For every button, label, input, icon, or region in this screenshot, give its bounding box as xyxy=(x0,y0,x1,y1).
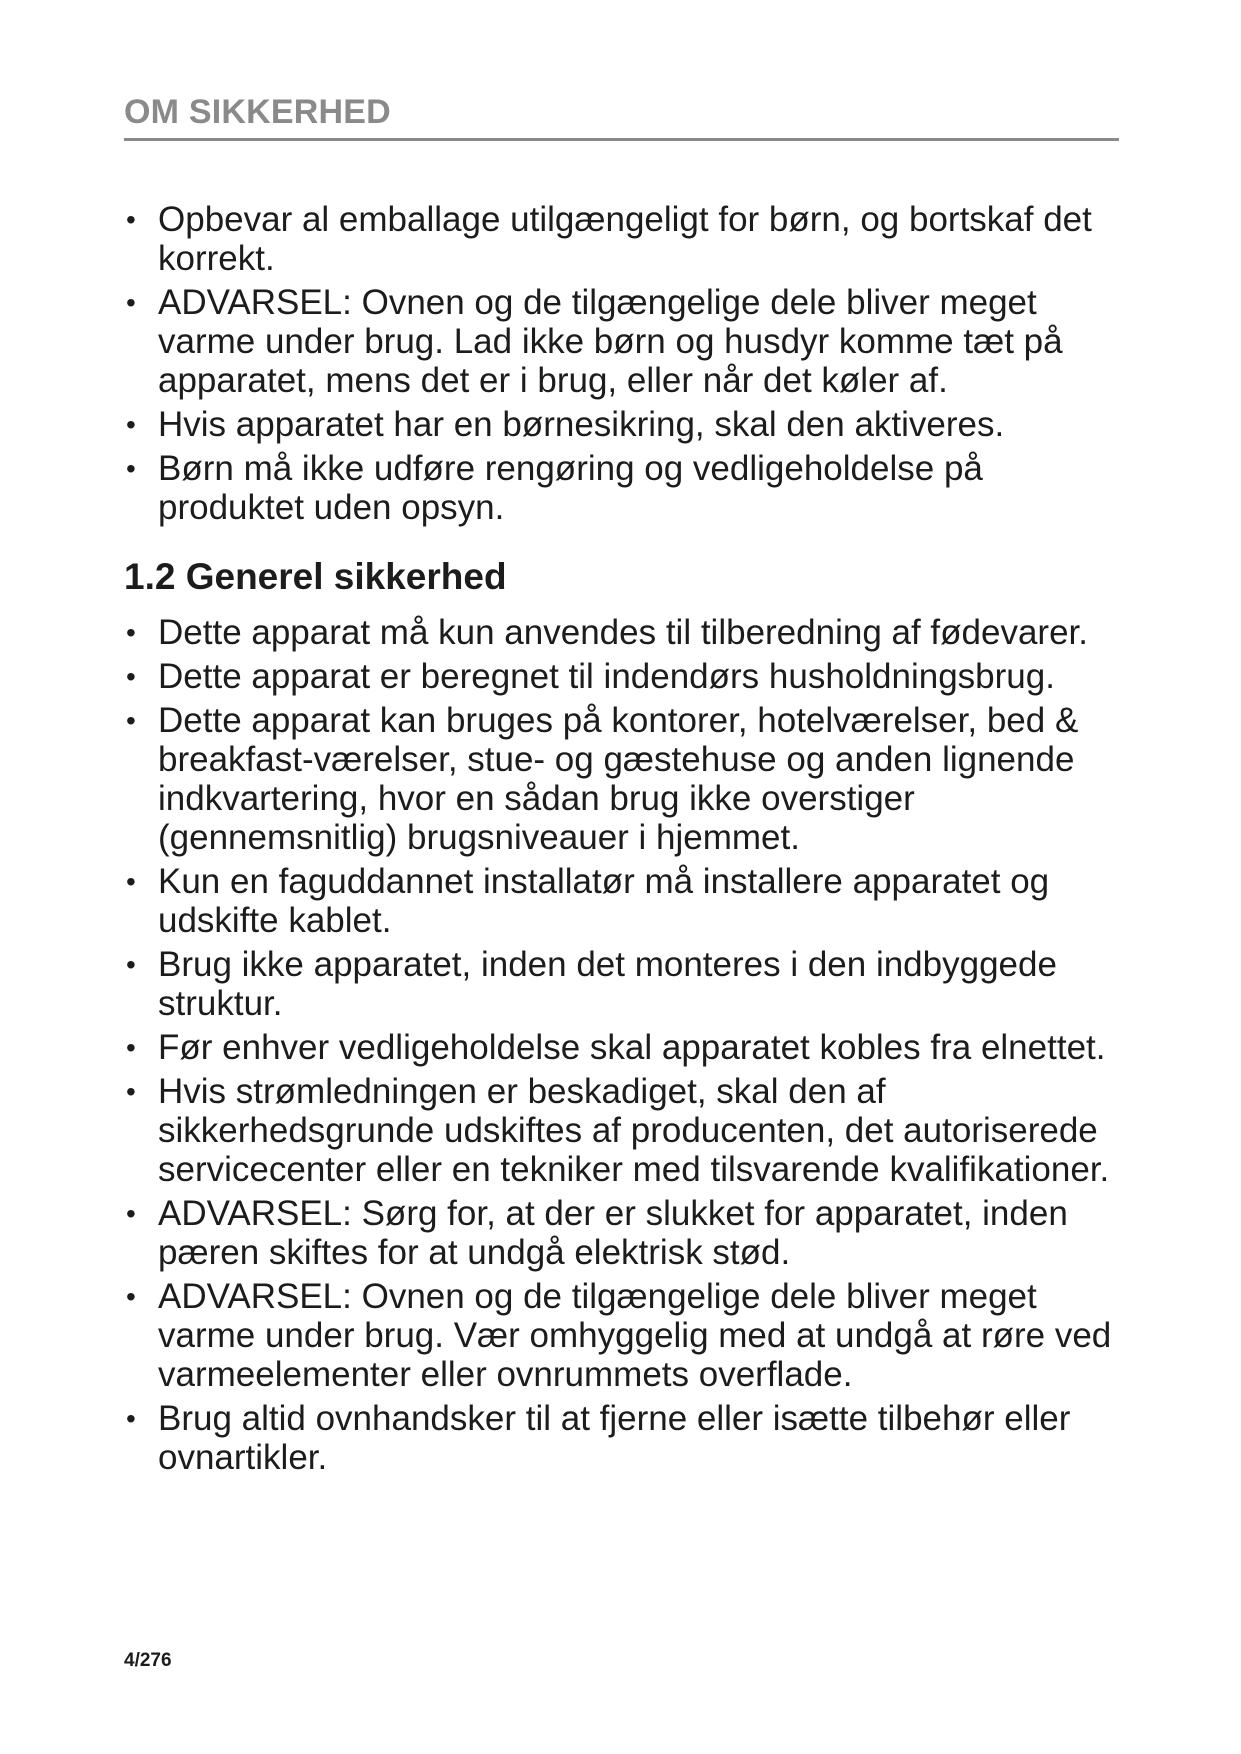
bullet-icon: • xyxy=(126,409,136,440)
list-item: • Før enhver vedligeholdelse skal apparatet kobles fra elnettet. xyxy=(126,1028,1106,1067)
bullet-icon: • xyxy=(126,287,136,318)
section-heading: 1.2 Generel sikkerhed xyxy=(124,556,507,597)
list-item: • ADVARSEL: Ovnen og de tilgængelige dele bliver meget varme under brug. Vær omhyggelig med at undgå at røre ved varmeelementer eller ovnrummets overflade. xyxy=(126,1277,1112,1394)
bullet-icon: • xyxy=(126,661,136,692)
list-item: • Brug ikke apparatet, inden det monteres i den indbyggede struktur. xyxy=(126,945,1057,1023)
list-item: • Kun en faguddannet installatør må installere apparatet og udskifte kablet. xyxy=(126,862,1050,940)
bullet-icon: • xyxy=(126,1198,136,1229)
bullet-icon: • xyxy=(126,1076,136,1107)
list-item: • Børn må ikke udføre rengøring og vedligeholdelse på produktet uden opsyn. xyxy=(126,449,983,527)
list-item: • Dette apparat må kun anvendes til tilberedning af fødevarer. xyxy=(126,613,1088,652)
bullet-icon: • xyxy=(126,949,136,980)
page-header xyxy=(124,92,1119,141)
bullet-icon: • xyxy=(126,1032,136,1063)
page-content xyxy=(124,200,1124,1482)
list-item: • ADVARSEL: Ovnen og de tilgængelige dele bliver meget varme under brug. Lad ikke børn og husdyr komme tæt på apparatet, mens det er i brug, eller når det køler af. xyxy=(126,283,1063,400)
bullet-icon: • xyxy=(126,617,136,648)
bullet-icon: • xyxy=(126,1403,136,1434)
list-item: • Opbevar al emballage utilgængeligt for børn, og bortskaf det korrekt. xyxy=(126,200,1092,278)
list-item: • Dette apparat kan bruges på kontorer, hotelværelser, bed & breakfast-værelser, stue- og gæstehuse og anden lignende indkvartering, hvor en sådan brug ikke overstiger (gennemsnitlig) brugsniveauer i hjemmet. xyxy=(126,701,1079,857)
bullet-icon: • xyxy=(126,705,136,736)
list-item: • Hvis apparatet har en børnesikring, skal den aktiveres. xyxy=(126,405,1005,444)
list-item: • Hvis strømledningen er beskadiget, skal den af sikkerhedsgrunde udskiftes af producenten, det autoriserede servicecenter eller en tekniker med tilsvarende kvalifikationer. xyxy=(126,1072,1110,1189)
list-item: • ADVARSEL: Sørg for, at der er slukket for apparatet, inden pæren skiftes for at undgå elektrisk stød. xyxy=(126,1194,1068,1272)
bullet-icon: • xyxy=(126,866,136,897)
page-title: OM SIKKERHED xyxy=(124,93,391,131)
bullet-icon: • xyxy=(126,204,136,235)
page-number: 4/276 xyxy=(124,1650,172,1671)
safety-list xyxy=(124,613,1124,1477)
list-item: • Brug altid ovnhandsker til at fjerne eller isætte tilbehør eller ovnartikler. xyxy=(126,1399,1071,1477)
bullet-icon: • xyxy=(126,453,136,484)
list-item: • Dette apparat er beregnet til indendørs husholdningsbrug. xyxy=(126,657,1055,696)
bullet-icon: • xyxy=(126,1281,136,1312)
intro-list xyxy=(124,200,1124,527)
